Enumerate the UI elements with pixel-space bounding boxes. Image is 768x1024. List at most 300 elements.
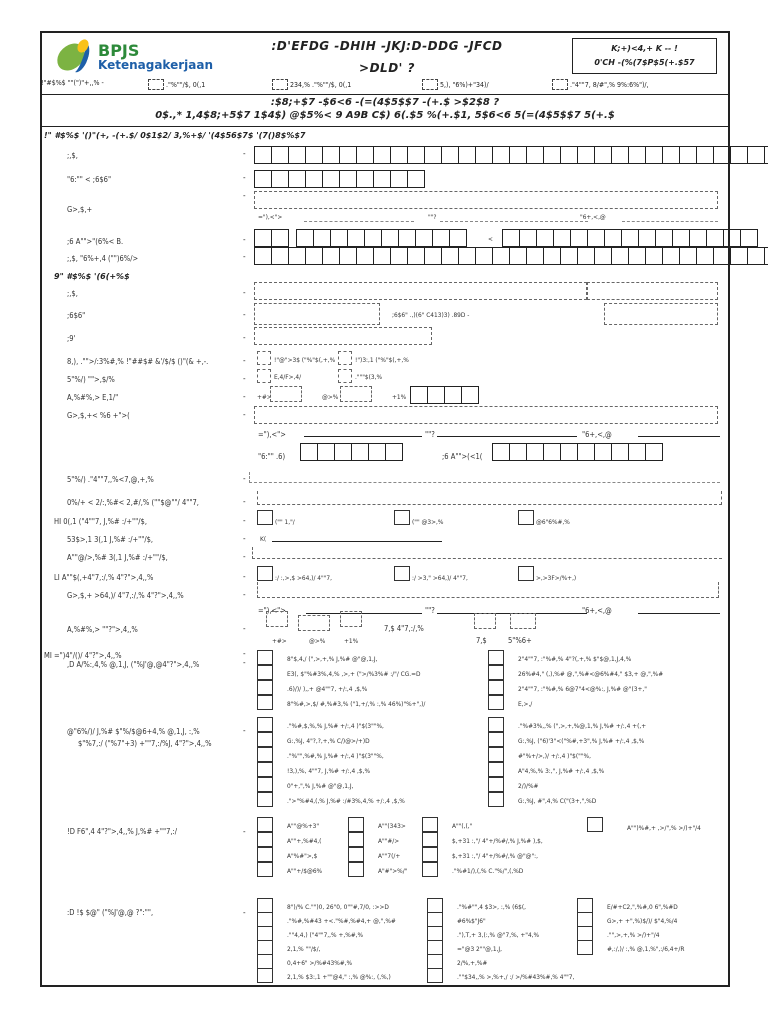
grid-cell[interactable] [526,146,544,164]
b-label-1: @"6%/)/ J,%# $"%/$@6+4,% @,1,J, :,% [67,727,200,736]
grid-cell[interactable] [444,386,462,404]
grid-cell[interactable] [254,229,272,247]
reg-number-input[interactable] [254,303,380,325]
grid-cell[interactable] [723,229,741,247]
grid-cell[interactable] [475,247,493,265]
caption-4: 7,$ [476,636,487,645]
h-checkbox-3[interactable] [518,510,534,525]
grid-cell[interactable] [339,247,357,265]
option-checkbox[interactable] [257,680,273,695]
grid-cell[interactable] [334,443,352,461]
grid-cell[interactable] [577,247,595,265]
option-label: ."%#,$,%,% J,%# +/:,4 )"$(3""%, [287,722,384,730]
rt2-input[interactable] [266,611,288,627]
grid-cell[interactable] [271,146,289,164]
option-label: A""(343> [378,822,406,830]
grid-cell[interactable] [322,146,340,164]
type-option-1-label: E,4/F>,4/ [274,373,302,381]
section-title-block [42,94,728,125]
grid-cell[interactable] [645,146,663,164]
form-page [40,31,730,987]
option-checkbox[interactable] [488,717,504,732]
grid-cell[interactable] [536,229,554,247]
npwp-input[interactable] [254,327,432,345]
h2-input-line[interactable] [272,541,442,542]
option-checkbox[interactable] [348,847,364,862]
option-checkbox[interactable] [257,747,273,762]
address-sub-c: "6+,<,@ [580,213,606,221]
grid-cell[interactable] [611,443,629,461]
l-sub-a-line[interactable] [306,613,422,614]
type-option-3[interactable]: 5,), "6%)+"34)/ [422,79,489,90]
l-checkbox-3[interactable] [518,566,534,581]
option-label: ."%#,%#43 +<."%#,%#4,+ @,",%# [287,917,396,925]
h-label: HI 0(,1 ("4""7, J,%# :/+""/$, [54,517,147,526]
grid-cell[interactable] [611,146,629,164]
id-grid-input[interactable] [254,170,424,188]
grid-cell[interactable] [713,247,731,265]
grid-cell[interactable] [543,146,561,164]
employer-name-input-2[interactable] [587,282,718,300]
option-checkbox[interactable] [427,912,443,927]
grid-cell[interactable] [662,146,680,164]
grid-cell[interactable] [475,146,493,164]
grid-cell[interactable] [407,247,425,265]
option-label: 2"4""7, :"%#,% 6@7"4<@%:, J,%# @"(3+," [518,685,647,693]
option-checkbox[interactable] [422,847,438,862]
postal-grid-input[interactable] [300,443,402,461]
option-checkbox[interactable] [348,862,364,877]
grid-cell[interactable] [553,229,571,247]
grid-cell[interactable] [322,170,340,188]
grid-cell[interactable] [764,146,768,164]
grid-cell[interactable] [628,247,646,265]
grid-cell[interactable] [356,247,374,265]
option-checkbox[interactable] [257,762,273,777]
option-checkbox[interactable] [257,862,273,877]
option-checkbox[interactable] [577,912,593,927]
grid-cell[interactable] [427,386,445,404]
grid-cell[interactable] [628,443,646,461]
grid-cell[interactable] [621,229,639,247]
grid-cell[interactable] [424,247,442,265]
field-label: 5"%/) "">,$/% [67,375,115,384]
grid-cell[interactable] [339,170,357,188]
grid-cell[interactable] [458,146,476,164]
separator: - [243,191,246,200]
grid-cell[interactable] [330,229,348,247]
option-checkbox[interactable] [257,732,273,747]
phone2-grid-input[interactable] [492,443,662,461]
h-option-2: ("" @3>,% [412,518,444,526]
employer-name-input[interactable] [254,282,587,300]
option-label: ."),T,+ 3,(:,% @"7,%, +"4,% [457,931,540,939]
option-checkbox[interactable] [427,898,443,913]
field-label: ;,$, [67,151,78,160]
grid-cell[interactable] [288,247,306,265]
grid-cell[interactable] [390,247,408,265]
field-input[interactable] [257,491,722,505]
grid-cell[interactable] [502,229,520,247]
code-a-input[interactable] [474,613,496,629]
option-checkbox[interactable] [427,926,443,941]
type-option-4[interactable]: ."4""7, 8/#",% 9%:6%")/, [552,79,649,90]
phone-grid-mid[interactable] [296,229,466,247]
option-checkbox[interactable] [348,832,364,847]
form-title-line1: :D'EFDG -DHIH -JKJ:D-DDG -JFCD [271,39,503,53]
type-checkbox-2[interactable] [338,369,352,383]
grid-cell[interactable] [271,229,289,247]
caption-1: +#> [272,637,287,645]
separator: - [243,235,246,244]
emp-sub-a: ="),<"> [258,430,286,439]
grid-cell[interactable] [305,170,323,188]
grid-cell[interactable] [747,146,765,164]
s5-label: !D F6",4 4"?">,4,,% J,%# +""7,:/ [67,827,178,836]
option-label: 8")/% C."")0, 26"0, 0""#,7/0, :>>D [287,903,389,911]
grid-cell[interactable] [458,247,476,265]
option-label: G:,%J, #",4,% C("(3+,",%D [518,797,597,805]
grid-cell[interactable] [526,247,544,265]
option-checkbox[interactable] [257,968,273,983]
grid-cell[interactable] [317,443,335,461]
option-checkbox[interactable] [577,898,593,913]
option-checkbox[interactable] [257,665,273,680]
phone-grid-left[interactable] [254,229,288,247]
option-label: 0"+,",% J,%# @"@,1,J, [287,782,354,790]
grid-cell[interactable] [638,229,656,247]
option-checkbox[interactable] [488,777,504,792]
grid-cell[interactable] [441,247,459,265]
grid-cell[interactable] [381,229,399,247]
phone-grid-right[interactable] [502,229,757,247]
option-label: 8"%#,>,$/ #,%#3,% ("1,+/,% :,% 46%)"%+",)/ [287,700,426,708]
grid-cell[interactable] [560,247,578,265]
grid-cell[interactable] [351,443,369,461]
checkbox[interactable] [422,79,438,90]
grid-cell[interactable] [322,247,340,265]
option-checkbox[interactable] [488,680,504,695]
status-checkbox-2[interactable] [338,351,352,365]
grid-cell[interactable] [368,443,386,461]
option-label: .6)/)/ ),,+ @4""7, +/:,4 ,$,% [287,685,368,693]
no2-input[interactable] [340,611,362,627]
option-label: E/#+C2,",%#,0 6",%#D [607,903,678,911]
address-sub-a-line[interactable] [304,221,414,222]
field-input[interactable] [249,472,720,483]
option-checkbox[interactable] [488,747,504,762]
option-checkbox[interactable] [422,832,438,847]
form-code-box [572,38,717,74]
h-checkbox-1[interactable] [257,510,273,525]
form-type-row [42,79,728,93]
code-line1: K;+)<4,+ K -- ! [611,44,678,53]
section2-heading: 9" #$%$ '(6(+%$ [54,272,130,281]
option-checkbox[interactable] [257,847,273,862]
option-checkbox[interactable] [488,762,504,777]
grid-cell[interactable] [288,146,306,164]
grid-cell[interactable] [679,146,697,164]
grid-cell[interactable] [373,247,391,265]
grid-cell[interactable] [271,247,289,265]
option-checkbox[interactable] [488,732,504,747]
grid-cell[interactable] [492,443,510,461]
option-label: G:,%J, 4"?,?,+,% C/)@>/+)D [287,737,370,745]
grid-cell[interactable] [509,443,527,461]
type-checkbox-1[interactable] [257,369,271,383]
grid-cell[interactable] [373,170,391,188]
option-label: #6%$"J6" [457,917,486,925]
separator: - [243,590,246,599]
option-label: 2/)/%# [518,782,539,790]
h-option-3: @6"6%#,% [536,518,570,526]
form-header [42,33,728,77]
h3-input[interactable] [252,547,722,559]
grid-cell[interactable] [407,170,425,188]
grid-cell[interactable] [271,170,289,188]
no-grid-input[interactable] [410,386,478,404]
grid-cell[interactable] [740,229,758,247]
b-label-2: $"%7,:/ ("%7"+3) +""7,:/%J, 4"?">,4,,% [78,739,212,748]
reg-inline-label: ;6$6" .,)(6" C413)3) .89D - [392,311,470,319]
grid-cell[interactable] [604,229,622,247]
grid-cell[interactable] [254,146,272,164]
option-checkbox[interactable] [488,695,504,710]
grid-cell[interactable] [364,229,382,247]
l-checkbox-1[interactable] [257,566,273,581]
separator: - [243,534,246,543]
grid-cell[interactable] [441,146,459,164]
checkbox[interactable] [552,79,568,90]
option-checkbox[interactable] [257,898,273,913]
separator: - [243,149,246,158]
option-label: A""7(/+ [378,852,401,860]
h3-label: A""@/>,%# 3(,1 J,%# :/+""/$, [67,553,168,562]
separator: - [243,310,246,319]
grid-cell[interactable] [713,146,731,164]
grid-cell[interactable] [587,229,605,247]
grid-cell[interactable] [509,247,527,265]
field-label: "6:"" < ;6$6" [67,175,112,184]
grid-cell[interactable] [662,247,680,265]
emp-sub-a-line[interactable] [304,436,422,437]
grid-cell[interactable] [373,146,391,164]
phone-separator: < [488,235,493,243]
grid-cell[interactable] [432,229,450,247]
address-sub-a: ="),<"> [258,213,283,221]
option-checkbox[interactable] [422,862,438,877]
status-checkbox-1[interactable] [257,351,271,365]
grid-cell[interactable] [410,386,428,404]
name-grid-input[interactable] [254,146,768,164]
l-sub-b: ""? [425,606,435,615]
grid-cell[interactable] [385,443,403,461]
grid-cell[interactable] [594,247,612,265]
option-label: A""+/$@6% [287,867,323,875]
option-label: ="@3 2""@,1,J, [457,945,502,953]
section-title-line2: 0$.,* 1,4$8;+5$7 1$4$) @$5%< 9 A9B C$) 6(.$5 %(+.$1, 5$6<6 5(=(4$5$$7 5(+.$ [155,110,615,121]
grid-cell[interactable] [526,443,544,461]
code-b-input[interactable] [510,613,536,629]
grid-cell[interactable] [706,229,724,247]
option-checkbox[interactable] [422,817,438,832]
grid-cell[interactable] [672,229,690,247]
grid-cell[interactable] [424,146,442,164]
option-label: A""@%+3" [287,822,320,830]
option-checkbox[interactable] [488,665,504,680]
m-label-2: ,D A/%:,4,% @,1,J, ("%J'@,@4"?">,4,,% [67,660,200,669]
grid-cell[interactable] [679,247,697,265]
bpjs-logo [56,39,216,75]
grid-cell[interactable] [313,229,331,247]
option-checkbox[interactable] [257,926,273,941]
grid-cell[interactable] [356,170,374,188]
grid-cell[interactable] [407,146,425,164]
option-label: ."",>,+,% >/)+"/4 [607,931,660,939]
rt-input[interactable] [270,386,302,402]
option-checkbox[interactable] [577,926,593,941]
status-option-2: !")3:,1 ("%"$(,+,% [355,356,409,364]
grid-cell[interactable] [449,229,467,247]
option-checkbox[interactable] [257,940,273,955]
option-checkbox[interactable] [257,717,273,732]
option-label: A"%#">,$ [287,852,318,860]
grid-cell[interactable] [492,146,510,164]
rw2-input[interactable] [298,615,330,631]
form-title [242,39,532,83]
grid-cell[interactable] [254,247,272,265]
option-label: .""4,4,) ("4""7,,% +,%#,% [287,931,364,939]
grid-cell[interactable] [519,229,537,247]
grid-cell[interactable] [560,146,578,164]
grid-cell[interactable] [696,247,714,265]
l-sub-c-line[interactable] [638,613,720,614]
option-checkbox[interactable] [427,940,443,955]
grid-cell[interactable] [300,443,318,461]
option-checkbox[interactable] [257,650,273,665]
grid-cell[interactable] [747,247,765,265]
grid-cell[interactable] [594,146,612,164]
option-checkbox[interactable] [577,940,593,955]
grid-cell[interactable] [492,247,510,265]
grid-cell[interactable] [645,247,663,265]
reg-inline-input[interactable] [604,303,718,325]
address-sub-c-line[interactable] [622,221,718,222]
grid-cell[interactable] [415,229,433,247]
l-label: LI A""$(,+4"7,:/,% 4"?">,4,,% [54,573,154,582]
option-checkbox[interactable] [427,968,443,983]
checkbox[interactable] [148,79,164,90]
field-label: G>,$,+ [67,205,93,214]
section1-heading: !" #$%$ '()"(+, -(+.$/ 0$1$2/ 3,%+$/ '(4$56$7$ '(7()8$%$7 [44,131,306,140]
grid-cell[interactable] [628,146,646,164]
grid-cell[interactable] [305,247,323,265]
type-option-2[interactable]: 234,% ."%""/$, 0(,1 [272,79,351,90]
grid-cell[interactable] [730,146,748,164]
option-label: #,:/,)/ :,% @,1,%",:/6,4+/R [607,945,685,953]
grid-cell[interactable] [543,443,561,461]
address-sub-b-line[interactable] [440,221,588,222]
option-label: A"4,%,% 3:,", J,%# +/:,4 ,$,% [518,767,605,775]
l-sub-a: ="),<"> [258,606,286,615]
grid-cell[interactable] [611,247,629,265]
option-checkbox[interactable] [257,954,273,969]
checkbox[interactable] [272,79,288,90]
option-checkbox[interactable] [488,650,504,665]
grid-cell[interactable] [655,229,673,247]
grid-cell[interactable] [390,146,408,164]
option-checkbox[interactable] [427,954,443,969]
full-grid-input[interactable] [254,247,768,265]
grid-cell[interactable] [398,229,416,247]
grid-cell[interactable] [356,146,374,164]
grid-cell[interactable] [461,386,479,404]
option-label: 26%#4," (,),%# @,",%#<@6%#4," $3,+ @,",%# [518,670,664,678]
option-label: ."%#1/),(,% C."%/",(,%D [452,867,524,875]
grid-cell[interactable] [296,229,314,247]
grid-cell[interactable] [288,170,306,188]
option-checkbox[interactable] [257,832,273,847]
grid-cell[interactable] [594,443,612,461]
separator: - [243,474,246,483]
option-checkbox[interactable] [587,817,603,832]
option-label: .""$34,,% >,%+,/ :/ >/%#43%#,% 4""7, [457,973,575,981]
option-checkbox[interactable] [488,792,504,807]
grid-cell[interactable] [764,247,768,265]
option-checkbox[interactable] [257,792,273,807]
field-label: ;9' [67,334,76,343]
grid-cell[interactable] [645,443,663,461]
grid-cell[interactable] [577,443,595,461]
l2-input[interactable] [257,582,719,598]
option-checkbox[interactable] [257,817,273,832]
grid-cell[interactable] [570,229,588,247]
grid-cell[interactable] [347,229,365,247]
employer-address-input[interactable] [254,406,718,424]
address-input[interactable] [254,191,718,209]
grid-cell[interactable] [339,146,357,164]
h-checkbox-2[interactable] [394,510,410,525]
rw-label: @>% [322,393,339,401]
option-checkbox[interactable] [257,777,273,792]
rw-input[interactable] [340,386,372,402]
option-checkbox[interactable] [257,695,273,710]
separator: - [243,827,246,836]
grid-cell[interactable] [730,247,748,265]
grid-cell[interactable] [509,146,527,164]
option-label: G>,+ +",%)$/)/ $"4,%/4 [607,917,678,925]
grid-cell[interactable] [696,146,714,164]
grid-cell[interactable] [689,229,707,247]
grid-cell[interactable] [543,247,561,265]
l-checkbox-2[interactable] [394,566,410,581]
row-label: A,%#%,> ""?">,4,,% [67,625,138,634]
grid-cell[interactable] [577,146,595,164]
type-option-1[interactable]: ."%""/$, 0(,1 [148,79,205,90]
option-checkbox[interactable] [257,912,273,927]
option-label: A""#/> [378,837,400,845]
grid-cell[interactable] [254,170,272,188]
option-checkbox[interactable] [348,817,364,832]
grid-cell[interactable] [390,170,408,188]
grid-cell[interactable] [305,146,323,164]
m-label-1: MI =")4"/()/ 4"?">,4,,% [44,651,122,660]
grid-cell[interactable] [560,443,578,461]
option-label: 2,1,% ""/$/, [287,945,321,953]
emp-sub-b-line[interactable] [437,436,577,437]
emp-sub-c-line[interactable] [638,436,720,437]
field-label: 0%/+ < 2/:,%#< 2,#/,% (""$@""/ 4""7, [67,498,199,507]
